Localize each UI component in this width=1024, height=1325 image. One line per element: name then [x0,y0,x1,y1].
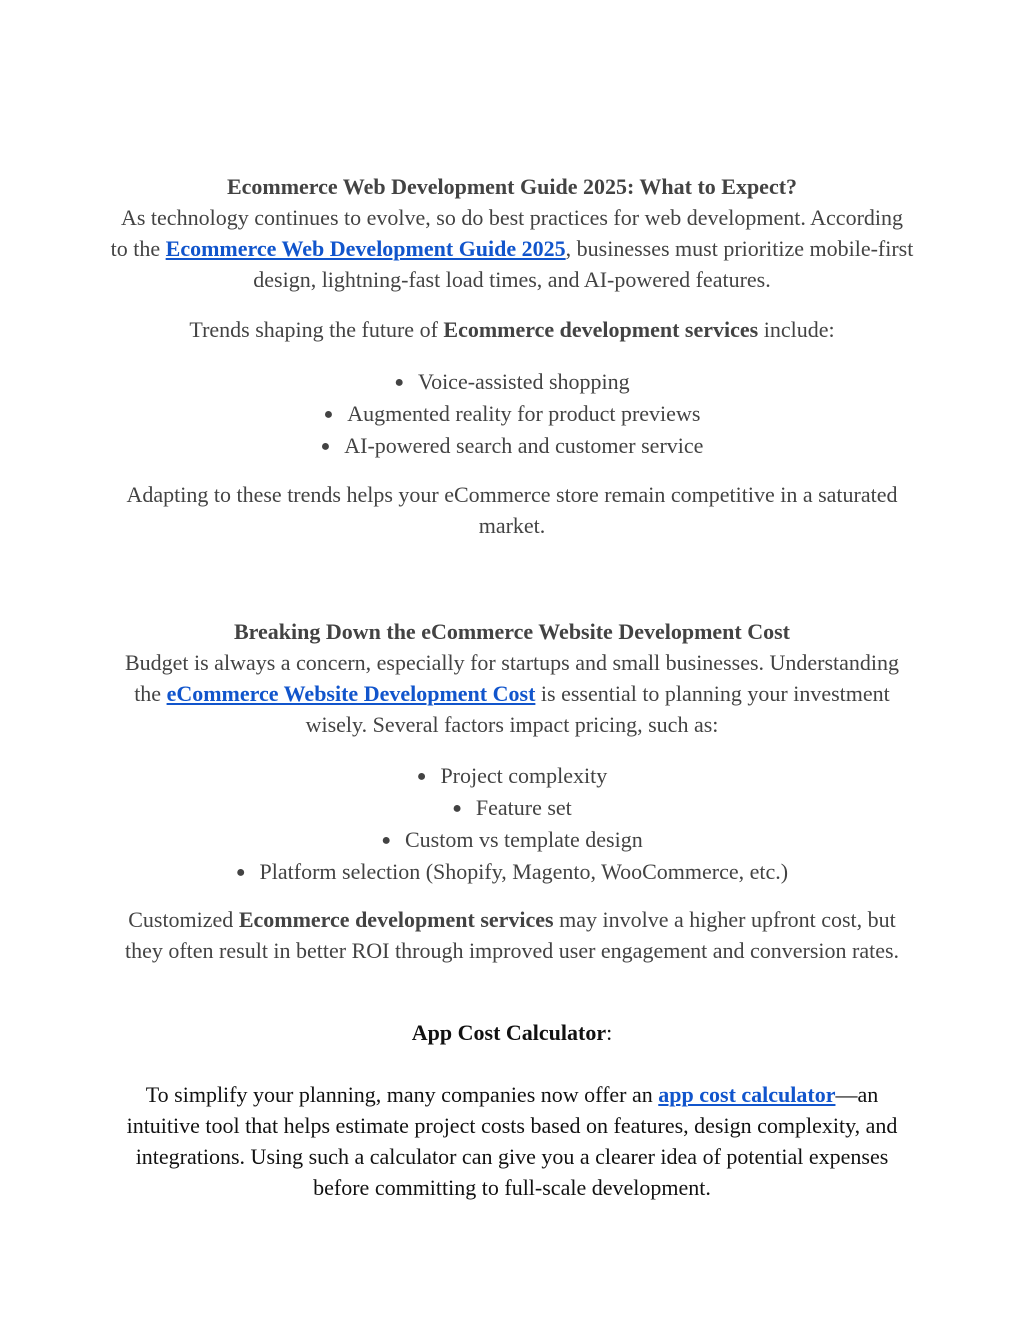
bullet-icon: ● [235,864,246,881]
paragraph-guide-intro [110,202,914,295]
list-item-text: Feature set [475,795,572,820]
bold-text: Ecommerce development services [238,907,554,932]
list-item [110,824,914,856]
list-item [110,430,914,462]
list-item-text: Platform selection (Shopify, Magento, WooCommerce, etc.) [259,859,789,884]
heading-text: App Cost Calculator [411,1020,607,1045]
bullet-icon: ● [381,832,391,849]
bullet-icon: ● [320,438,331,455]
section-heading-guide-2025: Ecommerce Web Development Guide 2025: What to Expect? [226,174,798,199]
list-item [110,856,914,888]
list-item-text: Custom vs template design [404,827,643,852]
list-item-text: Voice-assisted shopping [418,369,630,394]
list-item [110,398,914,430]
bullet-icon: ● [416,768,427,785]
heading-suffix: : [606,1020,613,1045]
paragraph-text: Trends shaping the future of [189,317,444,342]
cost-factors-bullet-list [110,760,914,888]
paragraph-text: —an intuitive tool that helps estimate project costs based on features, design complexity, and integrations. Using such a calculator can give you a clearer idea of potential expenses before committing to full-scale development. [126,1082,898,1200]
paragraph-trends-intro [110,314,914,345]
paragraph-text: As technology continues to evolve, so do best practices for web development. According to the [110,205,904,261]
paragraph-text: is essential to planning your investment wisely. Several factors impact pricing, such as: [305,681,890,737]
paragraph-text: may involve a higher upfront cost, but they often result in better ROI through improved user engagement and conversion rates. [124,907,900,963]
bullet-icon: ● [452,800,462,817]
paragraph-text: Customized [128,907,239,932]
trends-bullet-list [110,366,914,462]
bullet-icon: ● [394,374,405,391]
link-ecommerce-development-cost[interactable]: eCommerce Website Development Cost [166,681,536,706]
list-item [110,760,914,792]
paragraph-text: Budget is always a concern, especially for startups and small businesses. Understanding the [124,650,900,706]
link-app-cost-calculator[interactable]: app cost calculator [658,1082,836,1107]
list-item-text: AI-powered search and customer service [344,433,704,458]
paragraph-trends-conclusion: Adapting to these trends helps your eCommerce store remain competitive in a saturated market. [126,482,898,538]
paragraph-cost-intro [110,647,914,740]
paragraph-calculator [110,1079,914,1203]
paragraph-text: , businesses must prioritize mobile-first design, lightning-fast load times, and AI-powered features. [253,236,914,292]
section-heading-development-cost: Breaking Down the eCommerce Website Development Cost [233,619,791,644]
list-item-text: Augmented reality for product previews [347,401,701,426]
bold-text: Ecommerce development services [443,317,759,342]
list-item-text: Project complexity [440,763,608,788]
section-heading-app-cost-calculator [110,1017,914,1048]
paragraph-text: include: [758,317,835,342]
paragraph-text: To simplify your planning, many companies now offer an [145,1082,659,1107]
link-ecommerce-guide-2025[interactable]: Ecommerce Web Development Guide 2025 [165,236,566,261]
paragraph-cost-conclusion [110,904,914,966]
list-item [110,366,914,398]
list-item [110,792,914,824]
bullet-icon: ● [323,406,334,423]
